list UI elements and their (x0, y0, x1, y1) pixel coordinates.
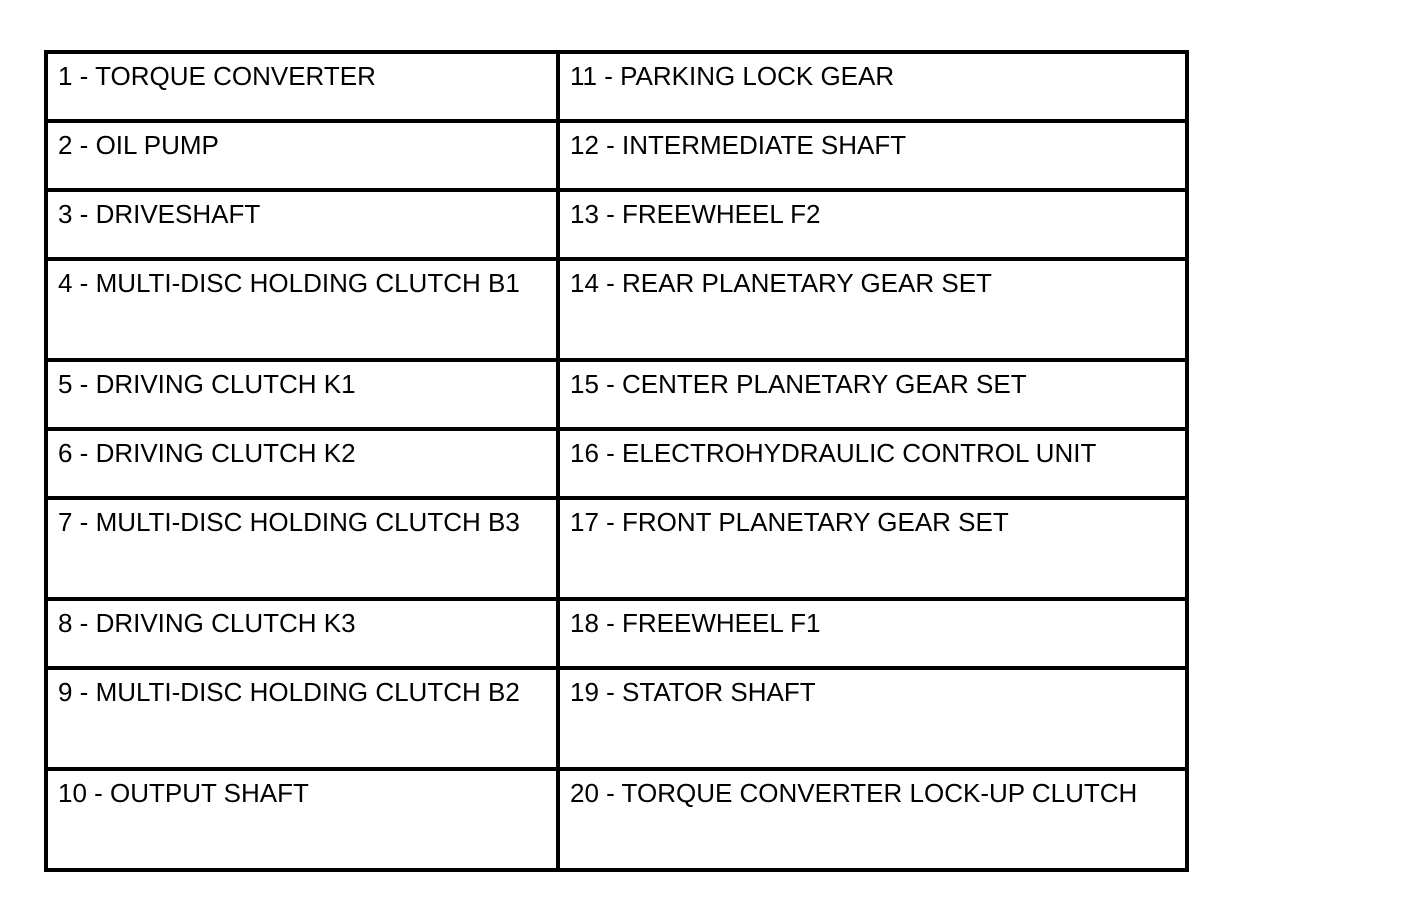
legend-cell-right: 12 - INTERMEDIATE SHAFT (558, 121, 1187, 190)
table-row (46, 259, 1187, 360)
table-row (46, 498, 1187, 599)
table-row (46, 769, 1187, 870)
table-row (46, 599, 1187, 668)
legend-cell-right: 18 - FREEWHEEL F1 (558, 599, 1187, 668)
table-row (46, 190, 1187, 259)
legend-cell-right: 11 - PARKING LOCK GEAR (558, 52, 1187, 121)
legend-cell-left: 6 - DRIVING CLUTCH K2 (46, 429, 558, 498)
legend-cell-left: 1 - TORQUE CONVERTER (46, 52, 558, 121)
legend-cell-right: 19 - STATOR SHAFT (558, 668, 1187, 769)
legend-cell-right: 13 - FREEWHEEL F2 (558, 190, 1187, 259)
legend-cell-left: 3 - DRIVESHAFT (46, 190, 558, 259)
table-row (46, 121, 1187, 190)
legend-cell-left: 5 - DRIVING CLUTCH K1 (46, 360, 558, 429)
legend-cell-right: 14 - REAR PLANETARY GEAR SET (558, 259, 1187, 360)
legend-cell-right: 17 - FRONT PLANETARY GEAR SET (558, 498, 1187, 599)
legend-cell-left: 9 - MULTI-DISC HOLDING CLUTCH B2 (46, 668, 558, 769)
legend-cell-right: 15 - CENTER PLANETARY GEAR SET (558, 360, 1187, 429)
table-row (46, 668, 1187, 769)
legend-cell-left: 10 - OUTPUT SHAFT (46, 769, 558, 870)
table-row (46, 429, 1187, 498)
legend-cell-left: 8 - DRIVING CLUTCH K3 (46, 599, 558, 668)
legend-cell-left: 2 - OIL PUMP (46, 121, 558, 190)
table-row (46, 360, 1187, 429)
legend-cell-left: 4 - MULTI-DISC HOLDING CLUTCH B1 (46, 259, 558, 360)
table-row (46, 52, 1187, 121)
component-legend-table (44, 50, 1189, 872)
legend-cell-right: 16 - ELECTROHYDRAULIC CONTROL UNIT (558, 429, 1187, 498)
legend-cell-left: 7 - MULTI-DISC HOLDING CLUTCH B3 (46, 498, 558, 599)
legend-cell-right: 20 - TORQUE CONVERTER LOCK-UP CLUTCH (558, 769, 1187, 870)
